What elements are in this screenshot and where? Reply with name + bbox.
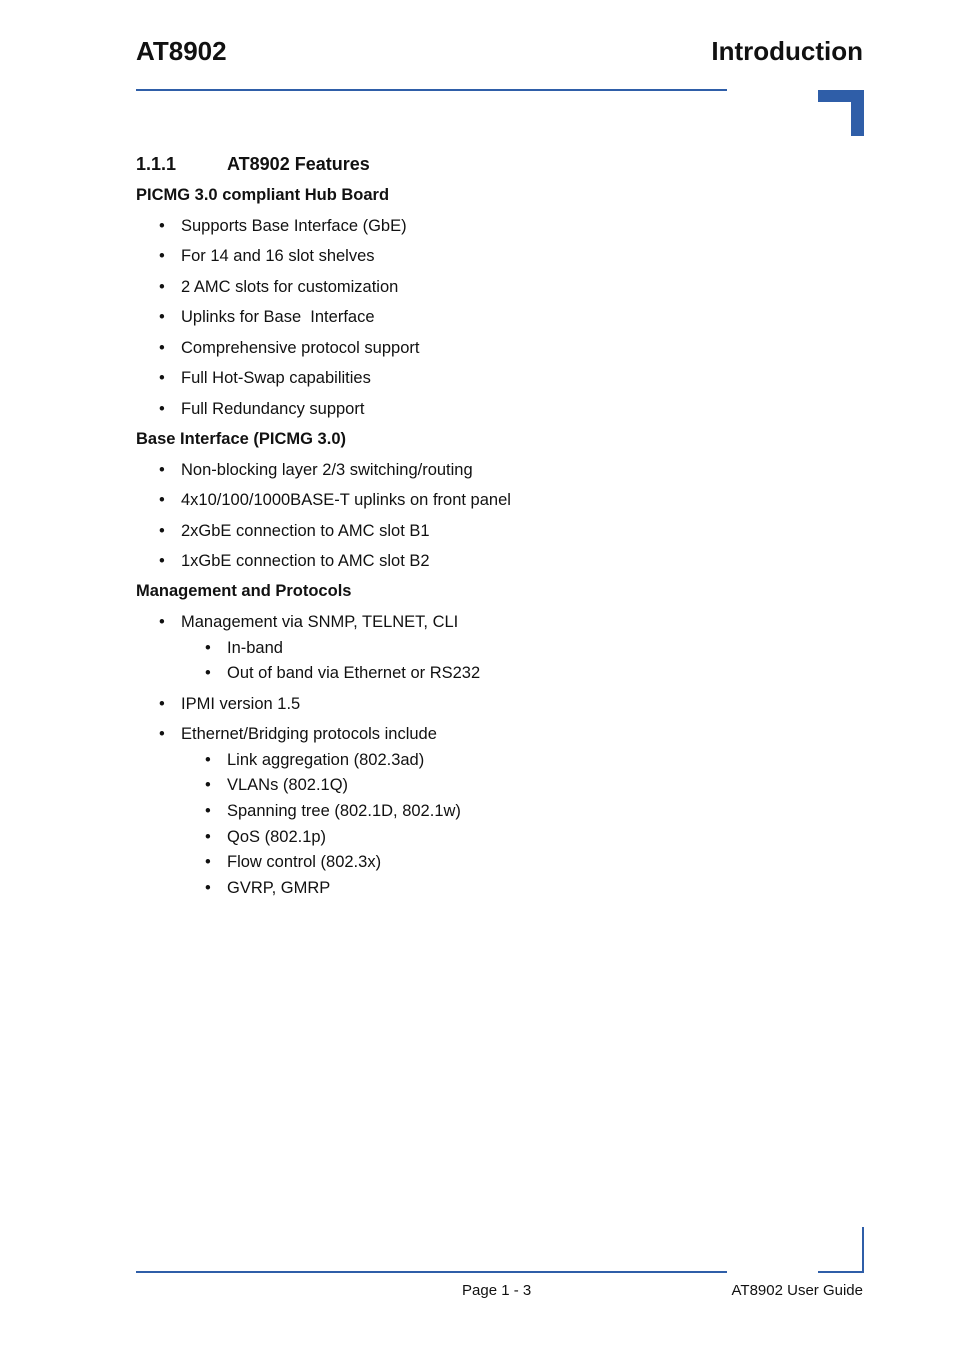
- corner-mark-bottom: [818, 1271, 864, 1273]
- corner-mark-bottom-vertical: [862, 1227, 864, 1273]
- group-heading-base-interface: Base Interface (PICMG 3.0): [136, 430, 346, 448]
- header-rule: [136, 89, 727, 91]
- section-title: [136, 154, 370, 175]
- group-heading-picmg: PICMG 3.0 compliant Hub Board: [136, 186, 390, 204]
- header-product: AT8902: [136, 36, 227, 66]
- section-number: 1.1.1: [136, 154, 177, 174]
- header-chapter: Introduction: [711, 36, 863, 66]
- footer-rule: [136, 1271, 727, 1273]
- footer-page-number: Page 1 - 3: [462, 1282, 532, 1299]
- group-heading-management: Management and Protocols: [136, 582, 352, 600]
- footer-guide-title: AT8902 User Guide: [731, 1282, 863, 1299]
- section-title-text: AT8902 Features: [227, 154, 370, 174]
- corner-mark-top-vertical: [851, 90, 864, 136]
